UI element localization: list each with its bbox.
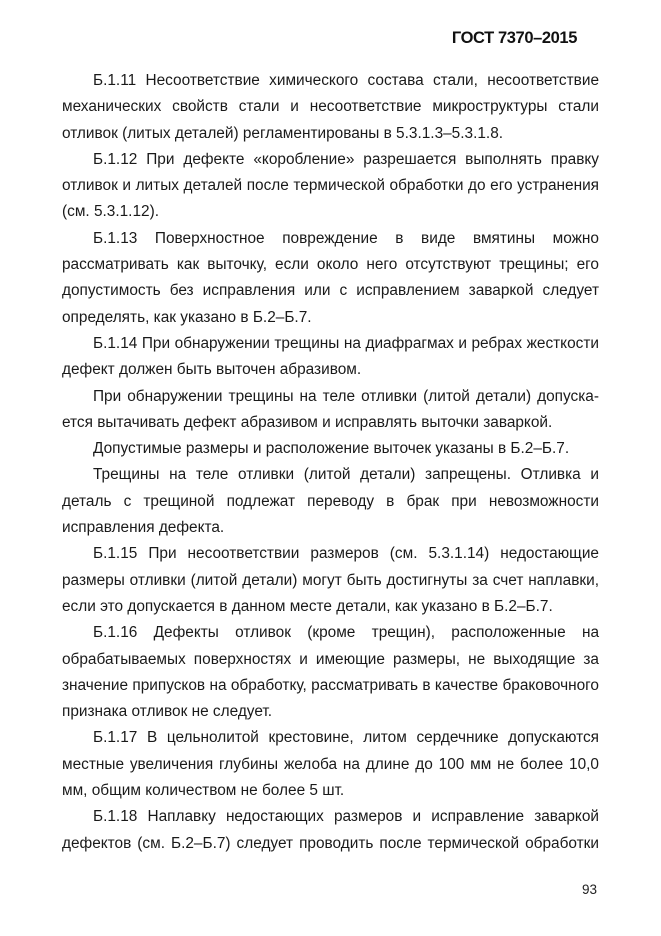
document-body	[62, 68, 599, 857]
paragraph-b-1-15: Б.1.15 При несоответствии размеров (см. 5.3.1.14) недостающие размеры отливки (литой детали) могут быть достигнуты за счет наплавки, если это допускается в данном месте детали, как указано в Б.2–Б.7.	[62, 545, 599, 615]
paragraph-b-1-18: Б.1.18 Наплавку недостающих размеров и исправление заваркой дефектов (см. Б.2–Б.7) следует проводить после термической обработки	[62, 808, 599, 852]
paragraph-b-1-12: Б.1.12 При дефекте «коробление» разрешается выполнять правку отливок и литых деталей после термической обработки до его устранения (см. 5.3.1.12).	[62, 150, 599, 221]
paragraph-b-1-14-cracks-forbidden: Трещины на теле отливки (литой детали) запрещены. Отливка и деталь с трещиной подлежат переводу в брак при невозможности исправления дефекта.	[62, 466, 599, 537]
paragraph-b-1-14: Б.1.14 При обнаружении трещины на диафрагмах и ребрах жесткости дефект должен быть выточен абразивом.	[62, 334, 599, 379]
page-number: 93	[581, 882, 597, 897]
page-header: ГОСТ 7370–2015	[451, 29, 577, 47]
paragraph-b-1-14-crack-body: При обнаружении трещины на теле отливки (литой детали) допускается вытачивать дефект абразивом и исправлять выточки заваркой.	[62, 387, 599, 431]
paragraph-b-1-17: Б.1.17 В цельнолитой крестовине, литом сердечнике допускаются местные увеличения глубины желоба на длине до 100 мм не более 10,0 мм, общим количеством не более 5 шт.	[62, 729, 599, 800]
paragraph-b-1-14-allowed-sizes: Допустимые размеры и расположение выточек указаны в Б.2–Б.7.	[93, 440, 570, 458]
paragraph-b-1-16: Б.1.16 Дефекты отливок (кроме трещин), расположенные на обрабатываемых поверхностях и имеющие размеры, не выходящие за значение припусков на обработку, рассматривать в качестве браковочного признака отливок не следует.	[62, 624, 599, 721]
paragraph-b-1-11: Б.1.11 Несоответствие химического состава стали, несоответствие механических свойств стали и несоответствие микроструктуры стали отливок (литых деталей) регламентированы в 5.3.1.3–5.3.1.8.	[62, 72, 599, 142]
paragraph-b-1-13: Б.1.13 Поверхностное повреждение в виде вмятины можно рассматривать как выточку, если около него отсутствуют трещины; его допустимость без исправления или с исправлением заваркой следует определять, как указано в Б.2–Б.7.	[62, 229, 599, 326]
